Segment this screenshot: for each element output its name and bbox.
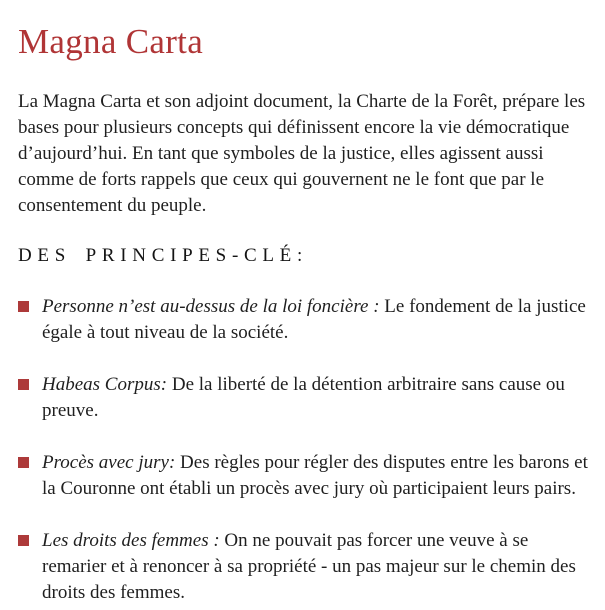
intro-paragraph: La Magna Carta et son adjoint document, la Charte de la Forêt, prépare les bases pour plusieurs concepts qui définissent encore la vie démocratique d’aujourd’hui. En tant que symboles de la justice, elles agissent aussi comme de forts rappels que ceux qui gouvernent ne le font que par le consentement du peuple. — [18, 91, 586, 216]
section-heading: DES PRINCIPES-CLÉ: — [18, 245, 308, 266]
principle-text: De la liberté de la détention arbitraire sans cause ou preuve. — [42, 374, 565, 421]
bullet-square-icon — [18, 379, 29, 390]
bullet-square-icon — [18, 301, 29, 312]
principles-list — [18, 294, 589, 606]
principle-lead: Les droits des femmes : — [42, 530, 220, 551]
page-title: Magna Carta — [18, 22, 204, 61]
list-item — [18, 450, 589, 502]
principle-lead: Procès avec jury: — [42, 452, 176, 473]
principle-lead: Personne n’est au-dessus de la loi foncière : — [42, 296, 380, 317]
list-item — [18, 372, 589, 424]
principle-text: Le fondement de la justice égale à tout niveau de la société. — [42, 296, 586, 343]
bullet-square-icon — [18, 535, 29, 546]
bullet-square-icon — [18, 457, 29, 468]
principle-lead: Habeas Corpus: — [42, 374, 168, 395]
list-item — [18, 294, 589, 346]
list-item — [18, 528, 589, 606]
principle-text: Des règles pour régler des disputes entre les barons et la Couronne ont établi un procès avec jury où participaient leurs pairs. — [42, 452, 588, 499]
principle-text: On ne pouvait pas forcer une veuve à se remarier et à renoncer à sa propriété - un pas majeur sur le chemin des droits des femmes. — [42, 530, 576, 603]
